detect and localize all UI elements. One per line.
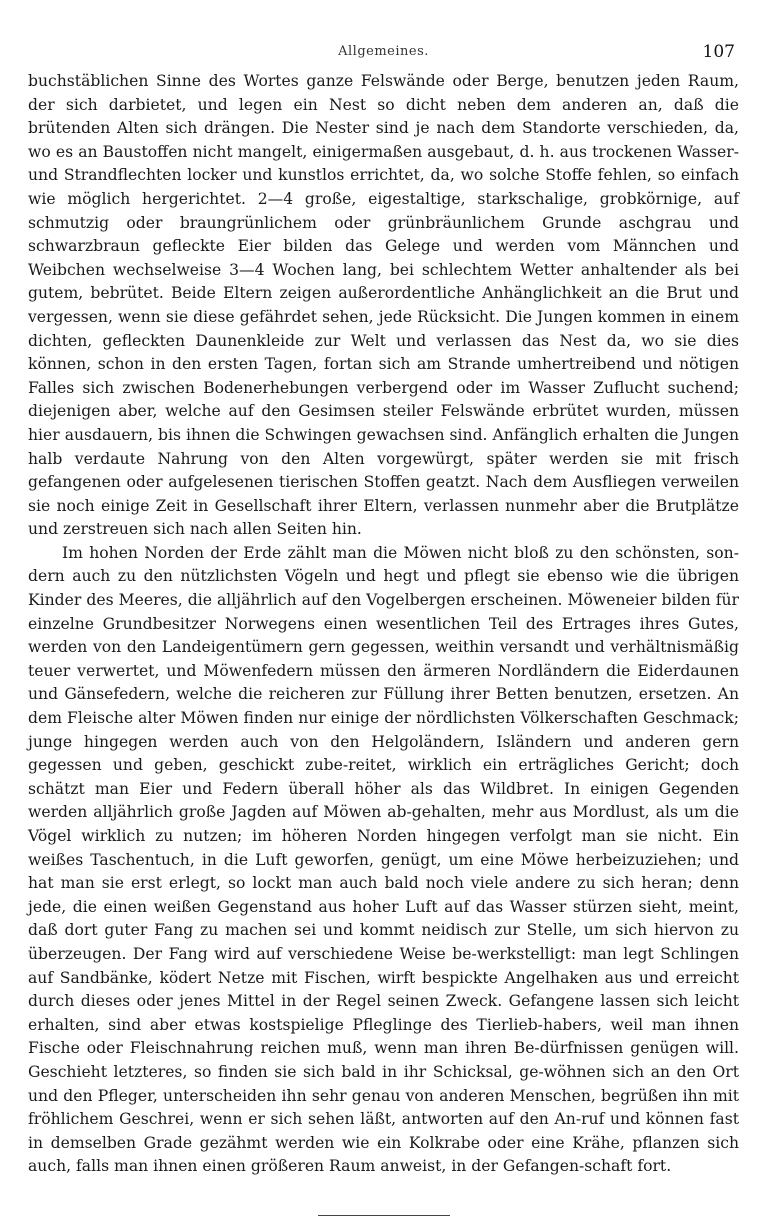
- page-number: 107: [702, 42, 735, 62]
- paragraph-nesting: buchstäblichen Sinne des Wortes ganze Felswände oder Berge, benutzen jeden Raum, der sich darbietet, und legen ein Nest so dicht neben dem anderen an, daß die brütenden Alten sich drängen. Die Nester sind je nach dem Standorte verschieden, da, wo es an Baustoffen nicht mangelt, einigermaßen ausgebaut, d. h. aus trockenen Wasser- und Strandflechten locker und kunstlos errichtet, da, wo solche Stoffe fehlen, so einfach wie möglich hergerichtet. 2—4 große, eigestaltige, starkschalige, grobkörnige, auf schmutzig oder braungrünlichem oder grünbräunlichem Grunde aschgrau und schwarzbraun gefleckte Eier bilden das Gelege und werden vom Männchen und Weibchen wechselweise 3—4 Wochen lang, bei schlechtem Wetter anhaltender als bei gutem, bebrütet. Beide Eltern zeigen außerordentliche Anhänglichkeit an die Brut und vergessen, wenn sie diese gefährdet sehen, jede Rücksicht. Die Jungen kommen in einem dichten, gefleckten Daunenkleide zur Welt und verlassen das Nest da, wo sie dies können, schon in den ersten Tagen, fortan sich am Strande umhertreibend und nötigen Falles sich zwischen Bodenerhebungen verbergend oder im Wasser Zuflucht suchend; diejenigen aber, welche auf den Gesimsen steiler Felswände erbrütet wurden, müssen hier ausdauern, bis ihnen die Schwingen gewachsen sind. Anfänglich erhalten die Jungen halb verdaute Nahrung von den Alten vorgewürgt, später werden sie mit frisch gefangenen oder aufgelesenen tierischen Stoffen geatzt. Nach dem Ausfliegen verweilen sie noch einige Zeit in Gesellschaft ihrer Eltern, verlassen nunmehr aber die Brutplätze und zerstreuen sich nach allen Seiten hin.: [28, 72, 739, 539]
- running-header: [28, 38, 739, 70]
- running-title: Allgemeines.: [338, 44, 429, 59]
- text-body: [28, 70, 739, 1179]
- paragraph-usefulness: Im hohen Norden der Erde zählt man die Möwen nicht bloß zu den schönsten, son-dern auch zu den nützlichsten Vögeln und hegt und pflegt sie ebenso wie die übrigen Kinder des Meeres, die alljährlich auf den Vogelbergen erscheinen. Möweneier bilden für einzelne Grundbesitzer Norwegens einen wesentlichen Teil des Ertrages ihres Gutes, werden von den Landeigentümern gern gegessen, weithin versandt und verhältnismäßig teuer verwertet, und Möwenfedern müssen den ärmeren Nordländern die Eiderdaunen und Gänsefedern, welche die reicheren zur Füllung ihrer Betten benutzen, ersetzen. An dem Fleische alter Möwen finden nur einige der nördlichsten Völkerschaften Geschmack; junge hingegen werden auch von den Helgoländern, Isländern und anderen gern gegessen und geben, geschickt zube-reitet, wirklich ein erträgliches Gericht; doch schätzt man Eier und Federn überall höher als das Wildbret. In einigen Gegenden werden alljährlich große Jagden auf Möwen ab-gehalten, mehr aus Mordlust, als um die Vögel wirklich zu nutzen; im höheren Norden hingegen verfolgt man sie nicht. Ein weißes Taschentuch, in die Luft geworfen, genügt, um eine Möwe herbeizuziehen; und hat man sie erst erlegt, so lockt man auch bald noch viele andere zu sich heran; denn jede, die einen weißen Gegenstand aus hoher Luft auf das Wasser stürzen sieht, meint, daß dort guter Fang zu machen sei und kommt neidisch zur Stelle, um sich hiervon zu überzeugen. Der Fang wird auf verschiedene Weise be-werkstelligt: man legt Schlingen auf Sandbänke, ködert Netze mit Fischen, wirft bespickte Angelhaken aus und erreicht durch dieses oder jenes Mittel in der Regel seinen Zweck. Gefangene lassen sich leicht erhalten, sind aber etwas kostspielige Pfleglinge des Tierlieb-habers, weil man ihnen Fische oder Fleischnahrung reichen muß, wenn man ihren Be-dürfnissen genügen will. Geschieht letzteres, so finden sie sich bald in ihr Schicksal, ge-wöhnen sich an den Ort und den Pfleger, unterscheiden ihn sehr genau von anderen Menschen, begrüßen ihn mit fröhlichem Geschrei, wenn er sich sehen läßt, antworten auf den An-ruf und können fast in demselben Grade gezähmt werden wie ein Kolkrabe oder eine Krähe, pflanzen sich auch, falls man ihnen einen größeren Raum anweist, in der Gefangen-schaft fort.: [28, 543, 739, 1176]
